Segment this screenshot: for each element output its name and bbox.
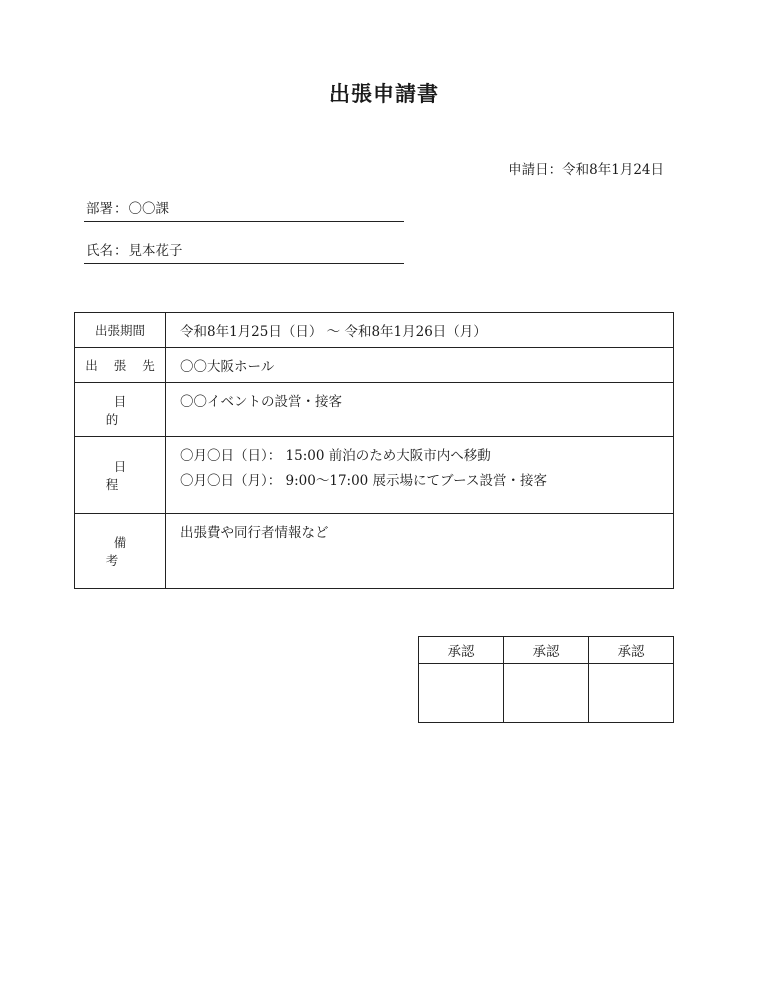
approval-table [418, 636, 674, 723]
approval-header-3: 承認 [589, 637, 674, 664]
trip-details-table [74, 312, 674, 589]
purpose-value[interactable]: 〇〇イベントの設営・接客 [166, 383, 674, 437]
approval-stamp-box-2[interactable] [504, 664, 589, 723]
table-row-period [75, 313, 674, 348]
remarks-label [75, 514, 166, 589]
name-value: 見本花子 [128, 243, 183, 259]
application-date-separator: ： [548, 162, 563, 178]
purpose-label [75, 383, 166, 437]
table-row-schedule [75, 437, 674, 514]
table-row-purpose [75, 383, 674, 437]
application-date-value: 令和8年1月24日 [562, 162, 664, 178]
destination-label [75, 348, 166, 383]
application-date [508, 158, 664, 178]
period-label: 出張期間 [75, 313, 166, 348]
table-row-remarks [75, 514, 674, 589]
schedule-line-1: 〇月〇日（日）： 15:00 前泊のため大阪市内へ移動 [180, 448, 491, 464]
purpose-label-text: 目 的 [105, 393, 143, 427]
name-separator: ： [114, 243, 128, 259]
remarks-value[interactable]: 出張費や同行者情報など [166, 514, 674, 589]
schedule-label [75, 437, 166, 514]
destination-value[interactable]: 〇〇大阪ホール [166, 348, 674, 383]
schedule-value[interactable] [166, 437, 674, 514]
application-date-label: 申請日 [508, 162, 549, 178]
approval-header-1: 承認 [419, 637, 504, 664]
remarks-label-text: 備 考 [105, 535, 143, 568]
department-field[interactable] [84, 196, 404, 222]
approval-stamp-box-1[interactable] [419, 664, 504, 723]
period-value[interactable]: 令和8年1月25日（日） ～ 令和8年1月26日（月） [166, 313, 674, 348]
document-title: 出張申請書 [329, 81, 439, 106]
approval-header-row [419, 637, 674, 664]
table-row-destination [75, 348, 674, 383]
approval-stamp-box-3[interactable] [589, 664, 674, 723]
approval-stamp-row [419, 664, 674, 723]
department-label: 部署 [86, 201, 113, 217]
department-value: 〇〇課 [128, 201, 169, 217]
schedule-label-text: 日 程 [105, 459, 143, 492]
destination-label-text: 出 張 先 [85, 358, 161, 373]
department-separator: ： [114, 201, 128, 217]
schedule-line-2: 〇月〇日（月）： 9:00～17:00 展示場にてブース設営・接客 [180, 473, 547, 489]
name-label: 氏名 [86, 243, 113, 259]
name-field[interactable] [84, 238, 404, 264]
approval-header-2: 承認 [504, 637, 589, 664]
